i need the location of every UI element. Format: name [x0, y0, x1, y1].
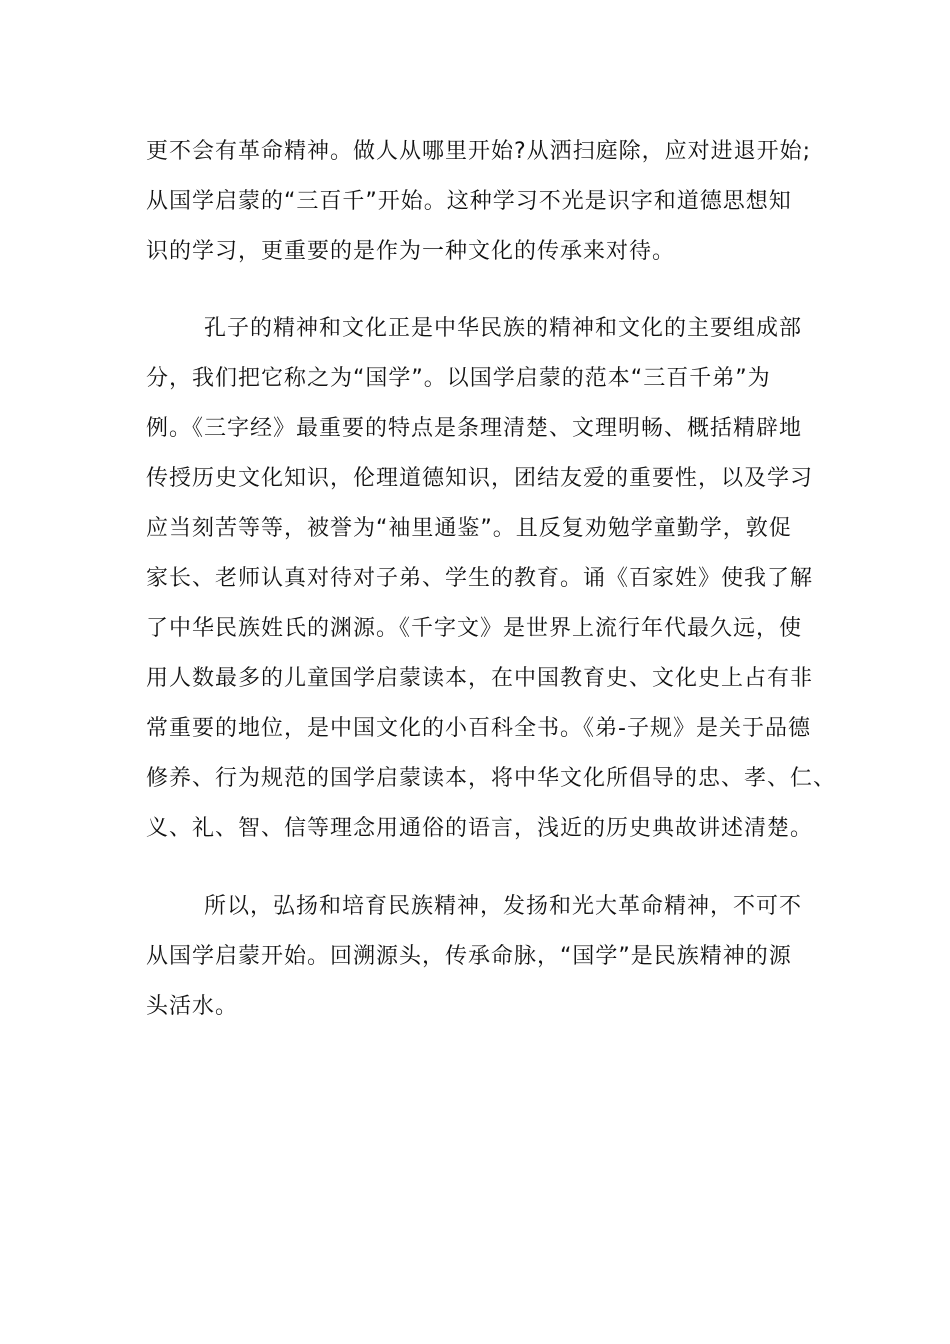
paragraph-line: 更不会有革命精神。做人从哪里开始?从洒扫庭除，应对进退开始; — [146, 139, 812, 164]
paragraph-line: 分，我们把它称之为“国学”。以国学启蒙的范本“三百千弟”为 — [146, 366, 771, 391]
paragraph-line: 家长、老师认真对待对子弟、学生的教育。诵《百家姓》使我了解 — [146, 566, 814, 591]
paragraph-line: 例。《三字经》最重要的特点是条理清楚、文理明畅、概括精辟地 — [146, 416, 803, 441]
paragraph-line: 修养、行为规范的国学启蒙读本，将中华文化所倡导的忠、孝、仁、 — [146, 766, 837, 791]
paragraph-line: 用人数最多的儿童国学启蒙读本，在中国教育史、文化史上占有非 — [146, 666, 814, 691]
paragraph-line: 孔子的精神和文化正是中华民族的精神和文化的主要组成部 — [204, 316, 803, 341]
paragraph-line: 头活水。 — [146, 994, 239, 1019]
paragraph-line: 应当刻苦等等，被誉为“袖里通鉴”。且反复劝勉学童勤学，敦促 — [146, 516, 792, 541]
paragraph-line: 传授历史文化知识，伦理道德知识，团结友爱的重要性，以及学习 — [146, 466, 814, 491]
paragraph-line: 常重要的地位，是中国文化的小百科全书。《弟-子规》是关于品德 — [146, 716, 811, 741]
paragraph-line: 了中华民族姓氏的渊源。《千字文》是世界上流行年代最久远，使 — [146, 616, 803, 641]
paragraph-3 — [146, 882, 806, 1032]
paragraph-line: 义、礼、智、信等理念用通俗的语言，浅近的历史典故讲述清楚。 — [146, 816, 814, 841]
paragraph-line: 所以，弘扬和培育民族精神，发扬和光大革命精神，不可不 — [204, 894, 803, 919]
paragraph-line: 识的学习，更重要的是作为一种文化的传承来对待。 — [146, 239, 676, 264]
paragraph-1 — [146, 127, 812, 277]
paragraph-line: 从国学启蒙开始。回溯源头，传承命脉，“国学”是民族精神的源 — [146, 944, 792, 969]
paragraph-line: 从国学启蒙的“三百千”开始。这种学习不光是识字和道德思想知 — [146, 189, 792, 214]
paragraph-2 — [146, 304, 837, 854]
